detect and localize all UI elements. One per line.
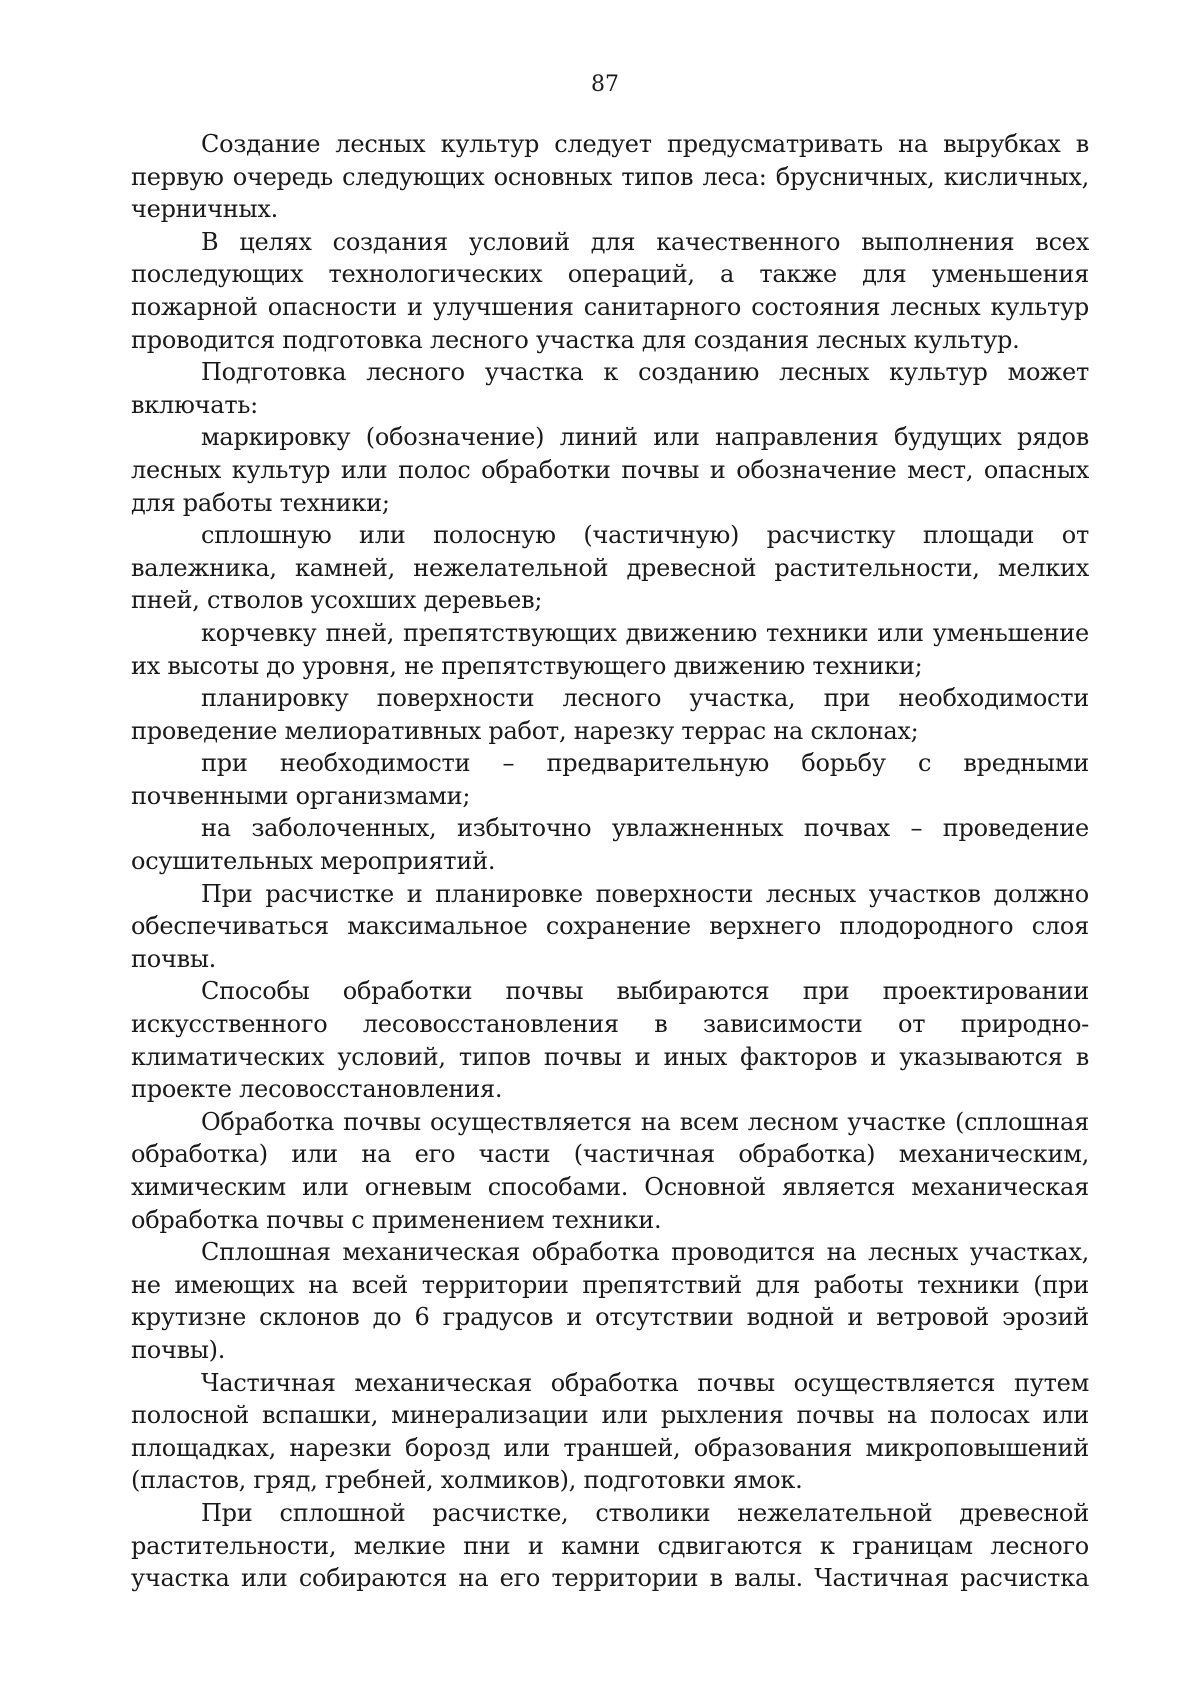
paragraph-10: При расчистке и планировке поверхности лесных участков должно обеспечиваться максимальное сохранение верхнего плодородного слоя почвы. [131, 879, 1089, 973]
paragraph-14: Частичная механическая обработка почвы осуществляется путем полосной вспашки, минерализации или рыхления почвы на полосах или площадках, нарезки борозд или траншей, образования микроповышений (пластов, гряд, гребней, холмиков), подготовки ямок. [131, 1368, 1089, 1495]
paragraph-3: Подготовка лесного участка к созданию лесных культур может включать: [131, 358, 1089, 419]
paragraph-13: Сплошная механическая обработка проводится на лесных участках, не имеющих на всей территории препятствий для работы техники (при крутизне склонов до 6 градусов и отсутствии водной и ветровой эрозий почвы). [131, 1238, 1089, 1364]
list-item-pest-control: при необходимости – предварительную борьбу с вредными почвенными организмами; [131, 749, 1089, 810]
list-item-drainage: на заболоченных, избыточно увлажненных почвах – проведение осушительных мероприятий. [131, 814, 1089, 876]
paragraph-2: В целях создания условий для качественного выполнения всех последующих технологических операций, а также для уменьшения пожарной опасности и улучшения санитарного состояния лесных культур проводится подготовка лесного участка для создания лесных культур. [131, 227, 1089, 354]
paragraph-11: Способы обработки почвы выбираются при проектировании искусственного лесовосстановления в зависимости от природно-климатических условий, типов почвы и иных факторов и указываются в проекте лесовосстановления. [131, 977, 1089, 1104]
paragraph-15: При сплошной расчистке, стволики нежелательной древесной растительности, мелкие пни и камни сдвигаются к границам лесного участка или собираются на его территории в валы. Частичная расчистка [131, 1498, 1089, 1593]
paragraph-12: Обработка почвы осуществляется на всем лесном участке (сплошная обработка) или на его части (частичная обработка) механическим, химическим или огневым способами. Основной является механическая обработка почвы с применением техники. [131, 1107, 1089, 1234]
list-item-marking: маркировку (обозначение) линий или направления будущих рядов лесных культур или полос обработки почвы и обозначение мест, опасных для работы техники; [131, 423, 1089, 517]
page-number: 87 [591, 72, 619, 97]
list-item-stumping: корчевку пней, препятствующих движению техники или уменьшение их высоты до уровня, не препятствующего движению техники; [131, 618, 1089, 680]
list-item-leveling: планировку поверхности лесного участка, при необходимости проведение мелиоративных работ, нарезку террас на склонах; [131, 684, 1089, 745]
paragraph-1: Создание лесных культур следует предусматривать на вырубках в первую очередь следующих основных типов леса: брусничных, кисличных, черничных. [131, 130, 1089, 224]
document-body [131, 128, 1089, 1595]
list-item-clearing: сплошную или полосную (частичную) расчистку площади от валежника, камней, нежелательной древесной растительности, мелких пней, стволов усохших деревьев; [131, 521, 1089, 615]
